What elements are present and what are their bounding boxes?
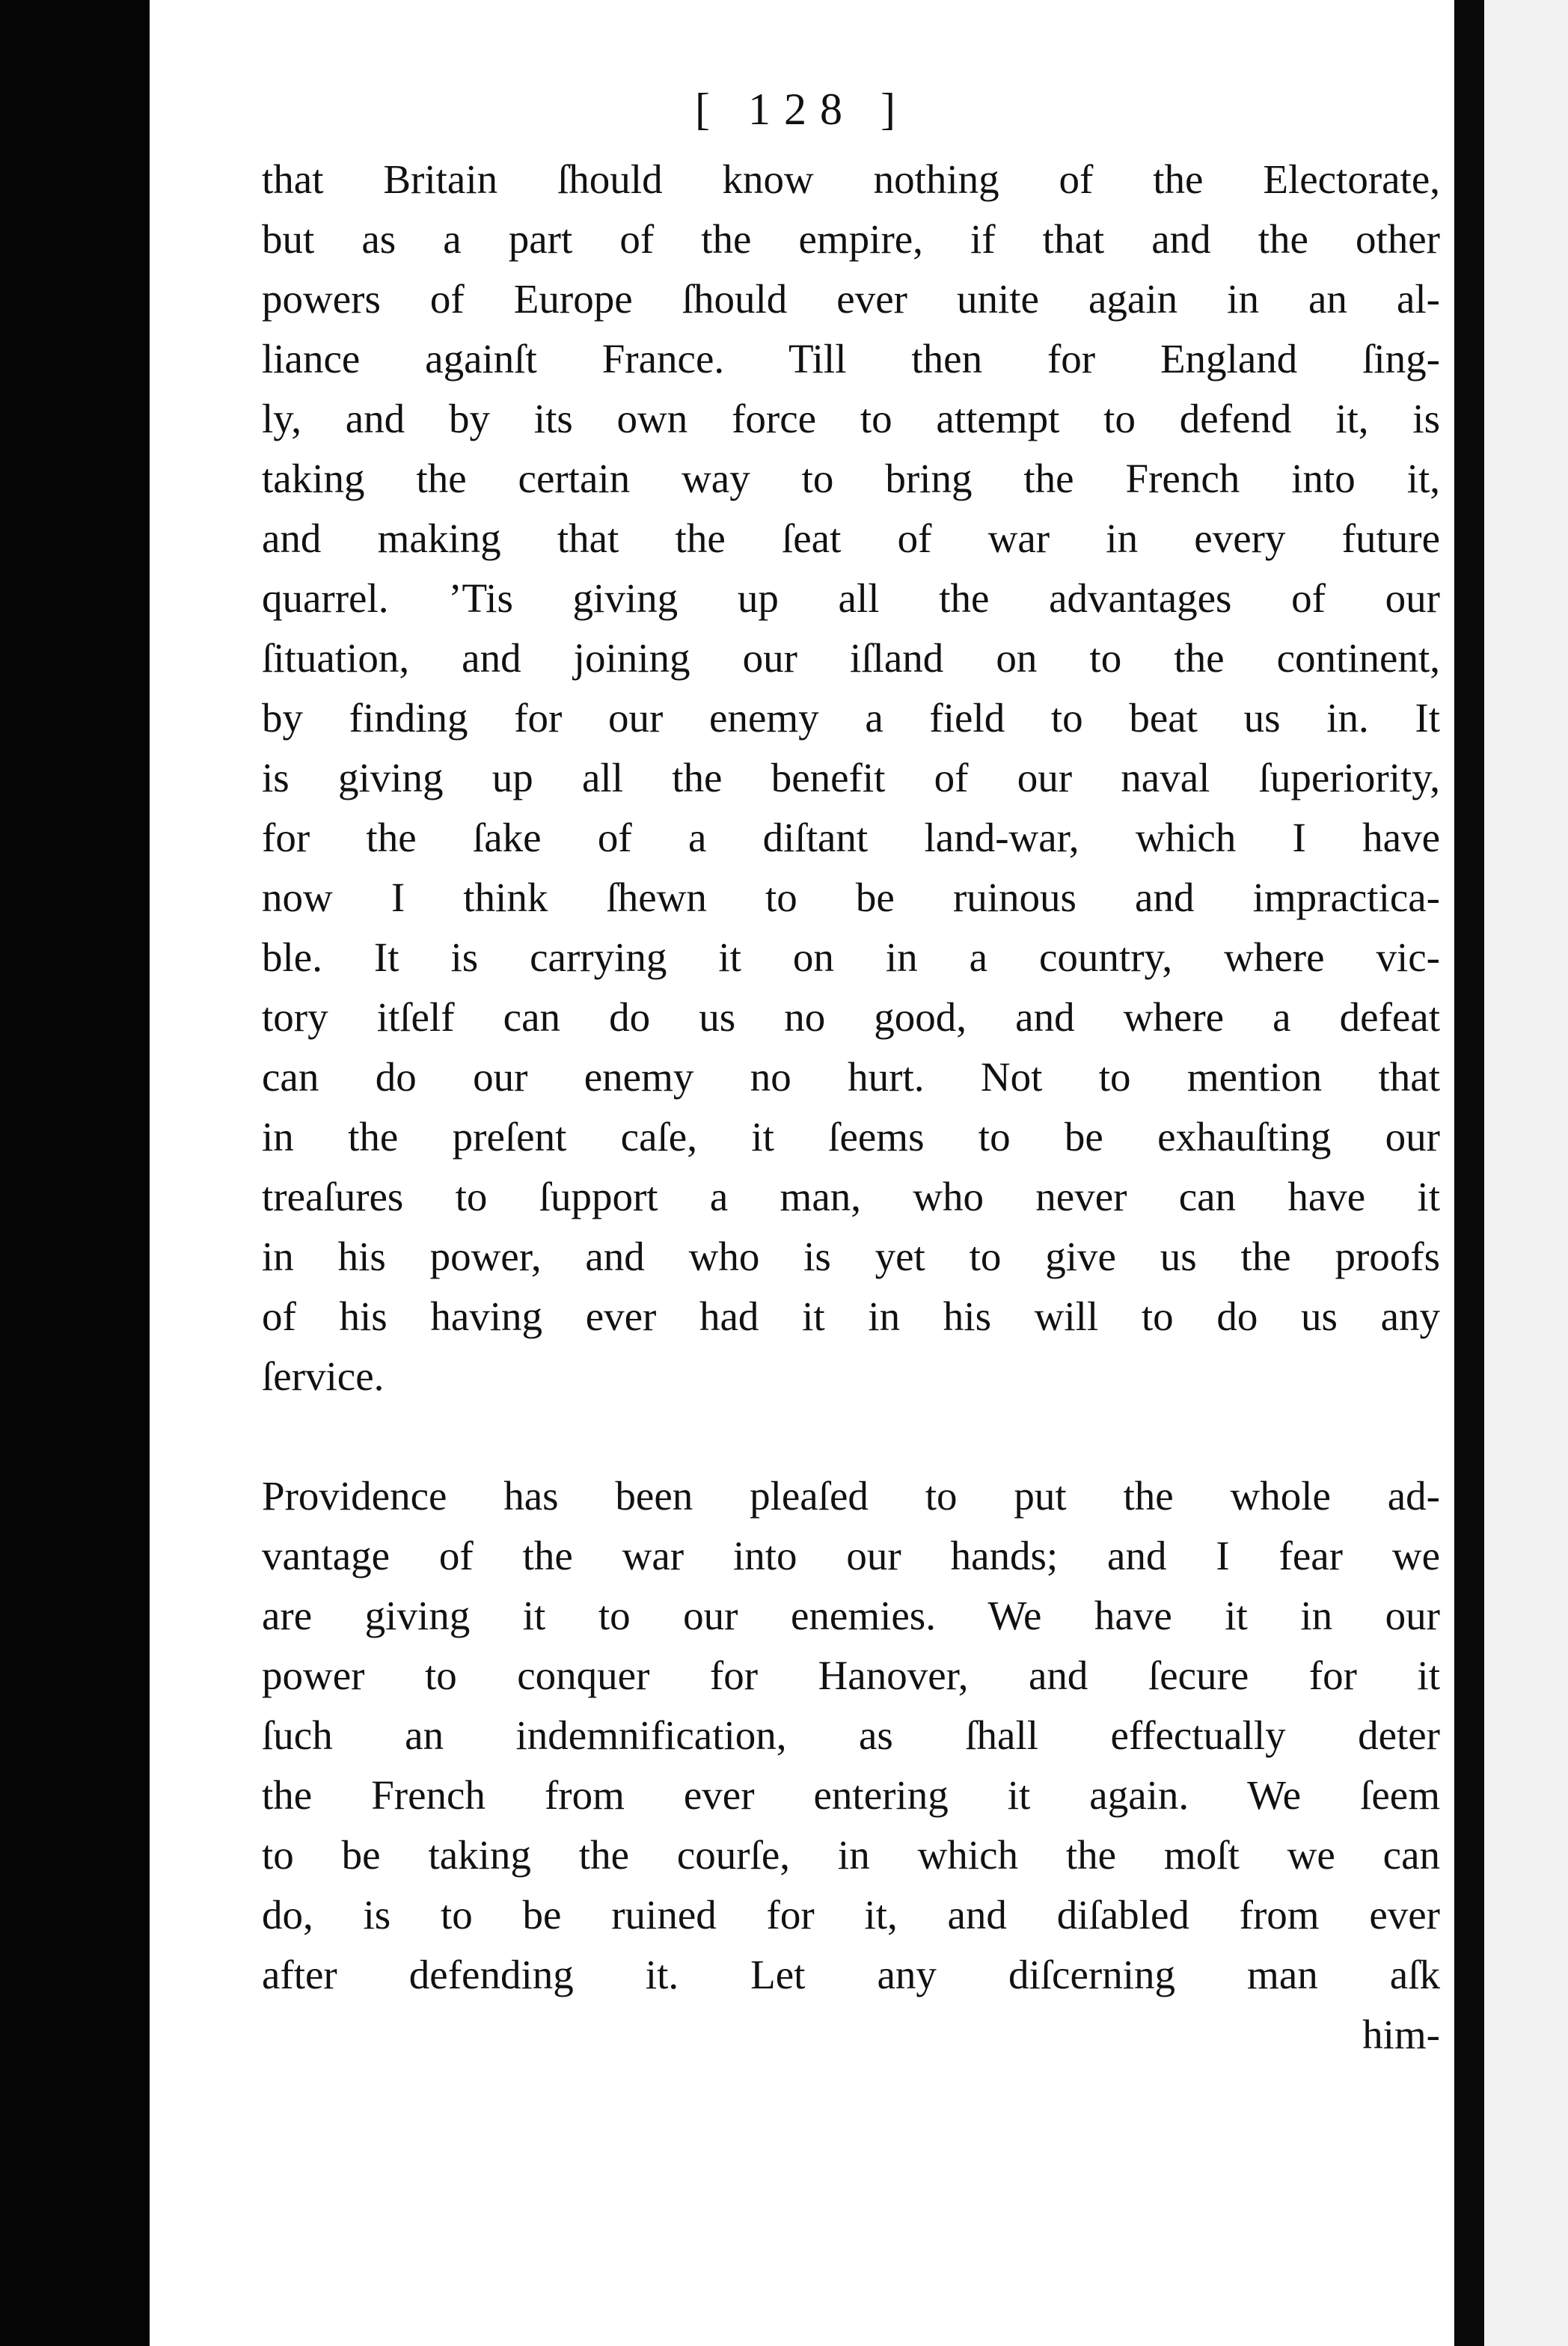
text-line: in his power, and who is yet to give us the proofs bbox=[262, 1234, 1440, 1279]
text-line: ſituation, and joining our iſland on to the continent, bbox=[262, 635, 1440, 681]
text-line: treaſures to ſupport a man, who never can have it bbox=[262, 1174, 1440, 1219]
text-line: of his having ever had it in his will to do us any bbox=[262, 1293, 1440, 1339]
facing-page-edge bbox=[1484, 0, 1568, 2346]
text-line: vantage of the war into our hands; and I fear we bbox=[262, 1533, 1440, 1578]
book-binding-edge bbox=[0, 0, 150, 2346]
text-line: and making that the ſeat of war in every future bbox=[262, 515, 1440, 561]
text-line: tory itſelf can do us no good, and where a defeat bbox=[262, 994, 1440, 1040]
text-line: but as a part of the empire, if that and the other bbox=[262, 216, 1440, 262]
text-line: ble. It is carrying it on in a country, where vic- bbox=[262, 934, 1440, 980]
catchword: him- bbox=[1362, 2012, 1440, 2057]
text-line: is giving up all the benefit of our naval ſuperiority, bbox=[262, 755, 1440, 800]
text-line: taking the certain way to bring the French into it, bbox=[262, 456, 1440, 501]
text-line: that Britain ſhould know nothing of the Electorate, bbox=[262, 156, 1440, 202]
text-line: Providence has been pleaſed to put the whole ad- bbox=[262, 1473, 1440, 1519]
paragraph-1 bbox=[262, 150, 1440, 1406]
text-line: to be taking the courſe, in which the moſt we can bbox=[262, 1832, 1440, 1878]
text-line: powers of Europe ſhould ever unite again in an al- bbox=[262, 276, 1440, 322]
text-line: do, is to be ruined for it, and diſabled from ever bbox=[262, 1892, 1440, 1938]
text-line: ly, and by its own force to attempt to defend it, is bbox=[262, 396, 1440, 441]
text-line: after defending it. Let any diſcerning man aſk bbox=[262, 1952, 1440, 1997]
text-line: the French from ever entering it again. We ſeem bbox=[262, 1772, 1440, 1818]
text-line: for the ſake of a diſtant land-war, which I have bbox=[262, 815, 1440, 860]
text-line: power to conquer for Hanover, and ſecure for it bbox=[262, 1653, 1440, 1698]
book-gutter bbox=[1454, 0, 1484, 2346]
book-page bbox=[150, 0, 1454, 2346]
text-line: liance againſt France. Till then for England ſing- bbox=[262, 336, 1440, 382]
text-line: quarrel. ’Tis giving up all the advantages of our bbox=[262, 575, 1440, 621]
paragraph-2 bbox=[262, 1466, 1440, 2065]
text-line: now I think ſhewn to be ruinous and impracticа- bbox=[262, 875, 1440, 920]
text-line: ſervice. bbox=[262, 1353, 385, 1399]
text-line: by finding for our enemy a field to beat us in. It bbox=[262, 695, 1440, 741]
text-line: can do our enemy no hurt. Not to mention that bbox=[262, 1054, 1440, 1100]
page-number: [ 128 ] bbox=[695, 85, 909, 134]
text-line: are giving it to our enemies. We have it in our bbox=[262, 1593, 1440, 1638]
text-line: in the preſent caſe, it ſeems to be exhauſting our bbox=[262, 1114, 1440, 1160]
text-line: ſuch an indemnification, as ſhall effectually deter bbox=[262, 1712, 1440, 1758]
